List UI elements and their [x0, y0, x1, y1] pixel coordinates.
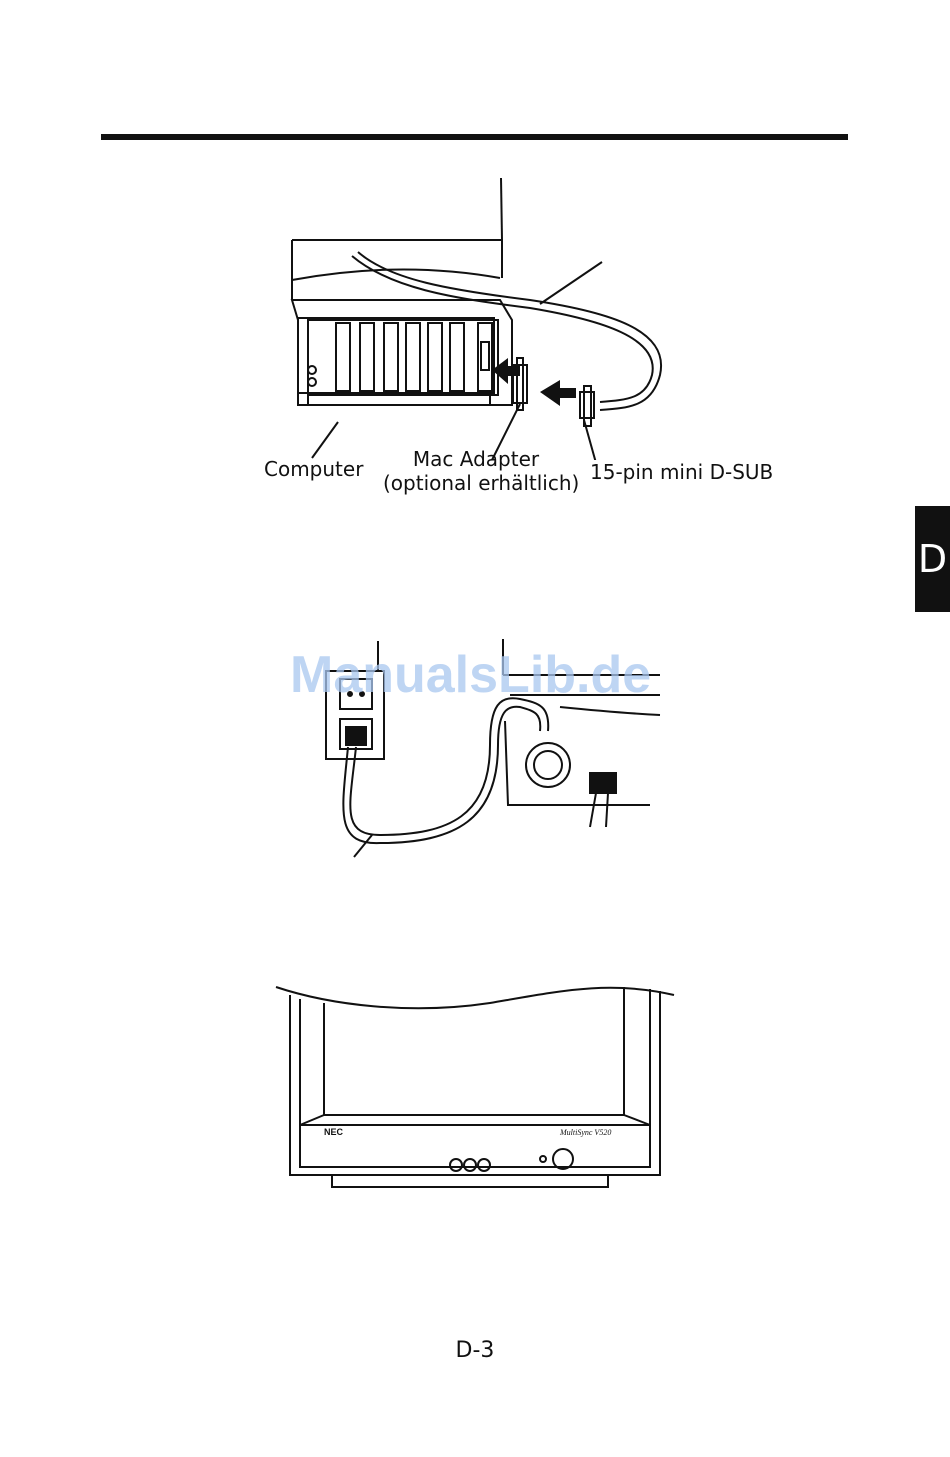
header-rule — [101, 134, 848, 140]
computer-label: Computer — [264, 457, 364, 481]
section-tab-letter: D — [917, 537, 948, 581]
mac-adapter-label-line2: (optional erhältlich) — [383, 471, 580, 495]
watermark: ManualsLib.de — [290, 646, 652, 704]
computer-connection-figure — [250, 170, 810, 460]
page-number: D-3 — [455, 1338, 495, 1363]
connector-label: 15-pin mini D-SUB — [590, 460, 774, 484]
mac-adapter-label — [383, 447, 580, 495]
model-text: MultiSync V520 — [560, 1128, 612, 1137]
section-tab — [915, 506, 950, 612]
monitor-front-figure — [270, 975, 680, 1195]
mac-adapter-label-line1: Mac Adapter — [412, 447, 540, 471]
brand-text: NEC — [324, 1127, 344, 1137]
